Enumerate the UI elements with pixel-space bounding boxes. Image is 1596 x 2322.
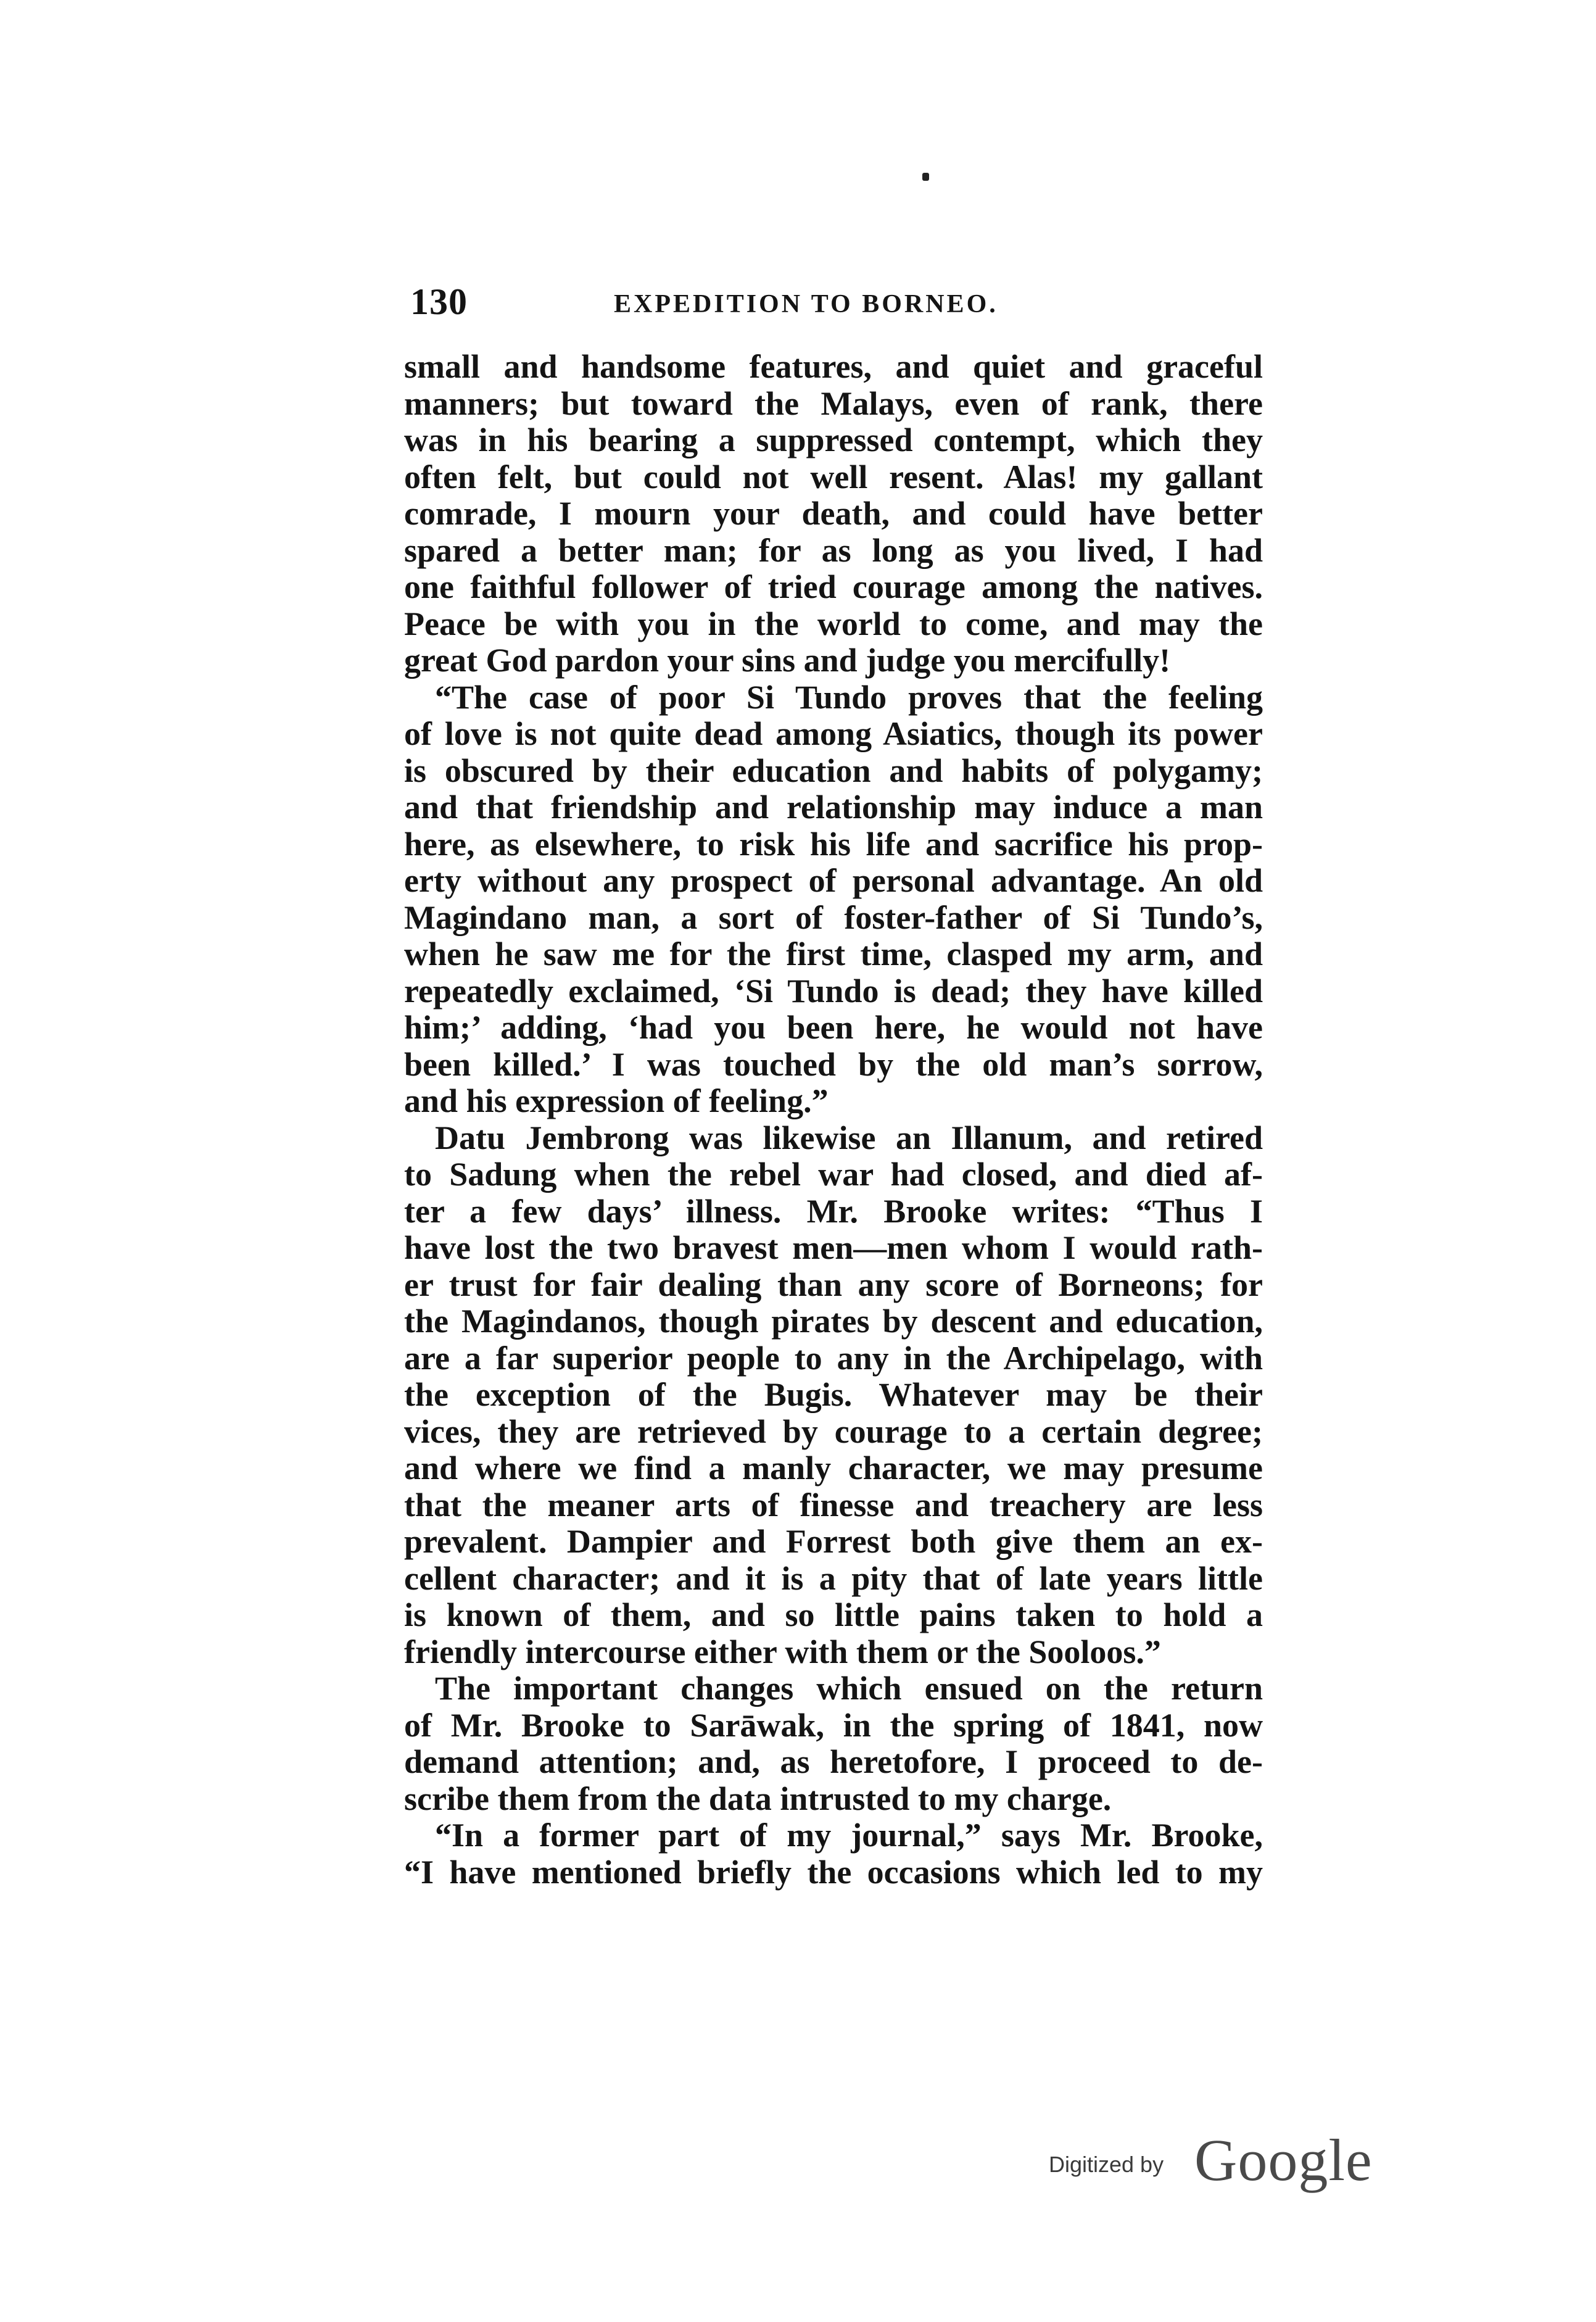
text-line: him;’ adding, ‘had you been here, he would not have xyxy=(404,1010,1263,1046)
text-line: manners; but toward the Malays, even of rank, there xyxy=(404,385,1263,422)
text-line: vices, they are retrieved by courage to a certain degree; xyxy=(404,1413,1263,1450)
text-line: great God pardon your sins and judge you mercifully! xyxy=(404,642,1171,679)
text-line: Peace be with you in the world to come, and may the xyxy=(404,605,1263,642)
text-line: to Sadung when the rebel war had closed, and died af- xyxy=(404,1156,1263,1193)
text-line: was in his bearing a suppressed contempt, which they xyxy=(404,422,1263,458)
text-line: “The case of poor Si Tundo proves that the feeling xyxy=(435,679,1263,716)
text-line: one faithful follower of tried courage among the natives. xyxy=(404,569,1263,605)
body-text xyxy=(404,349,1263,1891)
text-line: of love is not quite dead among Asiatics, though its power xyxy=(404,716,1263,752)
text-line: the Magindanos, though pirates by descent and education, xyxy=(404,1303,1263,1340)
text-line: repeatedly exclaimed, ‘Si Tundo is dead; they have killed xyxy=(404,972,1263,1010)
text-line: are a far superior people to any in the Archipelago, with xyxy=(404,1340,1263,1377)
text-line: here, as elsewhere, to risk his life and sacrifice his prop- xyxy=(404,826,1263,863)
google-logo: Google xyxy=(1194,2127,1373,2193)
text-line: been killed.’ I was touched by the old man’s sorrow, xyxy=(404,1046,1263,1083)
text-line: often felt, but could not well resent. Alas! my gallant xyxy=(404,458,1263,495)
ink-speck xyxy=(922,173,929,181)
page-number: 130 xyxy=(410,281,468,322)
text-line: and his expression of feeling.” xyxy=(404,1083,829,1119)
text-line: of Mr. Brooke to Sarāwak, in the spring of 1841, now xyxy=(404,1707,1263,1744)
running-title: EXPEDITION TO BORNEO. xyxy=(614,290,998,318)
text-line: friendly intercourse either with them or the Sooloos.” xyxy=(404,1633,1161,1670)
text-line: erty without any prospect of personal advantage. An old xyxy=(404,863,1263,899)
text-line: that the meaner arts of finesse and treachery are less xyxy=(404,1486,1263,1524)
text-line: “In a former part of my journal,” says Mr. Brooke, xyxy=(435,1817,1263,1854)
text-line: prevalent. Dampier and Forrest both give them an ex- xyxy=(404,1524,1263,1560)
text-line: is known of them, and so little pains taken to hold a xyxy=(404,1597,1263,1633)
text-line: comrade, I mourn your death, and could have better xyxy=(404,495,1263,532)
text-line: ter a few days’ illness. Mr. Brooke writes: “Thus I xyxy=(404,1193,1263,1230)
text-line: small and handsome features, and quiet and graceful xyxy=(404,349,1263,385)
text-line: and that friendship and relationship may induce a man xyxy=(404,789,1263,826)
text-line: Magindano man, a sort of foster-father of Si Tundo’s, xyxy=(404,899,1263,936)
text-line: cellent character; and it is a pity that of late years little xyxy=(404,1560,1263,1597)
text-line: have lost the two bravest men—men whom I would rath- xyxy=(404,1230,1263,1266)
text-line: The important changes which ensued on the return xyxy=(435,1670,1263,1707)
text-line: the exception of the Bugis. Whatever may be their xyxy=(404,1377,1263,1413)
page-header xyxy=(410,281,1265,330)
text-line: spared a better man; for as long as you lived, I had xyxy=(404,532,1263,569)
text-line: when he saw me for the first time, clasped my arm, and xyxy=(404,936,1263,972)
text-line: er trust for fair dealing than any score of Borneons; for xyxy=(404,1266,1263,1303)
text-line: Datu Jembrong was likewise an Illanum, and retired xyxy=(435,1119,1263,1156)
digitized-by-label: Digitized by xyxy=(1049,2152,1164,2177)
text-line: scribe them from the data intrusted to my charge. xyxy=(404,1780,1112,1817)
text-line: is obscured by their education and habits of polygamy; xyxy=(404,752,1263,789)
digitized-by-google-watermark xyxy=(1049,2126,1394,2193)
text-line: “I have mentioned briefly the occasions which led to my xyxy=(404,1854,1263,1891)
text-line: demand attention; and, as heretofore, I proceed to de- xyxy=(404,1744,1263,1780)
text-line: and where we find a manly character, we may presume xyxy=(404,1450,1263,1486)
